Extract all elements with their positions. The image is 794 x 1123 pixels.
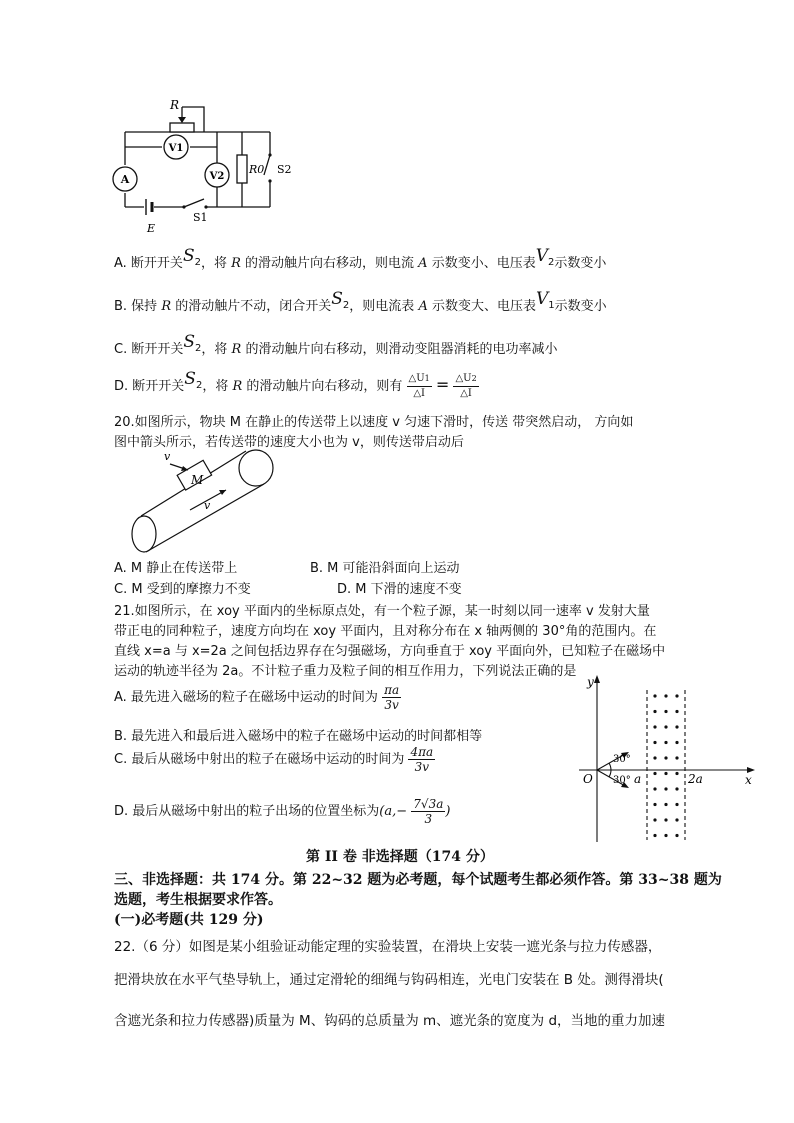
q19-option-d[interactable]: D. 断开开关S2，将 R 的滑动触片向右移动，则有 $\frac{\triangle U1}{\triangle I}$ = $\frac{\triangle U2}{\triangle I}$	[114, 369, 477, 399]
q21-stem-line1: 21.如图所示，在 xoy 平面内的坐标原点处，有一个粒子源，某一时刻以同一速率 v 发射大量	[114, 604, 650, 619]
field-dot	[664, 803, 667, 806]
q21-stem-line4: 运动的轨迹半径为 2a。不计粒子重力及粒子间的相互作用力，下列说法正确的是	[114, 664, 577, 679]
field-dot	[653, 710, 656, 713]
section3-line1: 三、非选择题：共 174 分。第 22~32 题为必考题，每个试题考生都必须作答。第 33~38 题为	[114, 872, 722, 888]
delta-u1-over-delta-i: $\frac{\triangle U1}{\triangle I}$	[408, 373, 430, 399]
field-dot	[675, 756, 678, 759]
required-questions-heading: (一)必考题(共 129 分)	[114, 912, 264, 928]
block-velocity-label: v	[164, 450, 171, 463]
r0-label: R0	[249, 163, 265, 176]
q21-option-a[interactable]: A. 最先进入磁场的粒子在磁场中运动的时间为 $\frac{\pi a}{3v}$	[114, 683, 400, 712]
field-dot	[653, 803, 656, 806]
s2-label: S2	[277, 163, 292, 176]
q20-stem-line2: 图中箭头所示，若传送带的速度大小也为 v，则传送带启动后	[114, 435, 464, 450]
y-axis-label: y	[587, 675, 594, 689]
conveyor-belt-figure	[128, 448, 288, 558]
q19-option-a[interactable]: A. 断开开关S2，将 R 的滑动触片向右移动，则电流 A 示数变小、电压表V2示数变小	[114, 246, 607, 271]
x-axis-label: x	[745, 773, 752, 787]
field-dot	[675, 772, 678, 775]
pi-a-over-3v: $\frac{\pi a}{3v}$	[384, 683, 400, 712]
field-dot	[653, 741, 656, 744]
four-pi-a-over-3v: $\frac{4\pi a}{3v}$	[410, 745, 434, 774]
q20-option-a[interactable]: A. M 静止在传送带上	[114, 561, 238, 576]
field-dot	[664, 787, 667, 790]
field-dot	[664, 741, 667, 744]
field-dots	[653, 694, 678, 837]
field-dot	[675, 834, 678, 837]
field-dot	[653, 725, 656, 728]
field-dot	[675, 710, 678, 713]
field-dot	[675, 787, 678, 790]
emf-label: E	[147, 222, 156, 235]
field-dot	[664, 772, 667, 775]
delta-u2-over-delta-i: $\frac{\triangle U2}{\triangle I}$	[455, 373, 477, 399]
block-m-label: M	[191, 473, 204, 487]
q20-stem-line1: 20.如图所示，物块 M 在静止的传送带上以速度 v 匀速下滑时，传送 带突然启动， 方向如	[114, 415, 634, 430]
q20-option-c[interactable]: C. M 受到的摩擦力不变	[114, 582, 251, 597]
field-dot	[653, 834, 656, 837]
field-dot	[675, 803, 678, 806]
part2-title: 第 II 卷 非选择题（174 分）	[306, 849, 494, 865]
field-dot	[664, 756, 667, 759]
field-dot	[675, 818, 678, 821]
q19-option-b[interactable]: B. 保持 R 的滑动触片不动，闭合开关S2，则电流表 A 示数变大、电压表V1示数变小	[114, 289, 607, 314]
field-dot	[664, 834, 667, 837]
v2-meter-label: V2	[209, 171, 225, 182]
circuit-diagram	[100, 95, 290, 240]
field-dot	[653, 787, 656, 790]
q21-option-d[interactable]: D. 最后从磁场中射出的粒子出场的位置坐标为(a,− $\frac{7√3a}{3}$ )	[114, 797, 451, 826]
field-dot	[675, 694, 678, 697]
field-dot	[653, 818, 656, 821]
field-dot	[675, 741, 678, 744]
rheostat-label: R	[170, 98, 180, 112]
field-dot	[675, 725, 678, 728]
q22-line2: 把滑块放在水平气垫导轨上，通过定滑轮的细绳与钩码相连，光电门安装在 B 处。测得滑块(	[114, 972, 664, 988]
q20-option-d[interactable]: D. M 下滑的速度不变	[337, 582, 462, 597]
field-dot	[664, 694, 667, 697]
belt-velocity-label: v	[204, 499, 211, 512]
ammeter-label: A	[120, 173, 130, 186]
x-equals-a-label: a	[634, 772, 642, 786]
q21-option-b[interactable]: B. 最先进入和最后进入磁场中的粒子在磁场中运动的时间都相等	[114, 729, 483, 744]
section3-line2: 选题，考生根据要求作答。	[114, 892, 282, 908]
q21-option-c[interactable]: C. 最后从磁场中射出的粒子在磁场中运动的时间为 $\frac{4\pi a}{3v}$	[114, 745, 434, 774]
q22-line3: 含遮光条和拉力传感器)质量为 M、钩码的总质量为 m、遮光条的宽度为 d，当地的重力加速	[114, 1013, 666, 1029]
q19-option-c[interactable]: C. 断开开关S2，将 R 的滑动触片向右移动，则滑动变阻器消耗的电功率减小	[114, 332, 558, 357]
q21-stem-line3: 直线 x=a 与 x=2a 之间包括边界存在匀强磁场，方向垂直于 xoy 平面向外，已知粒子在磁场中	[114, 644, 666, 659]
field-dot	[664, 725, 667, 728]
field-dot	[664, 710, 667, 713]
x-equals-2a-label: 2a	[688, 772, 703, 786]
upper-angle-label: 30°	[613, 754, 631, 765]
origin-label: O	[583, 772, 593, 786]
lower-angle-label: 30°	[613, 775, 631, 786]
field-dot	[664, 818, 667, 821]
q20-option-b[interactable]: B. M 可能沿斜面向上运动	[310, 561, 460, 576]
s1-label: S1	[193, 211, 208, 224]
q21-stem-line2: 带正电的同种粒子，速度方向均在 xoy 平面内，且对称分布在 x 轴两侧的 30°角的范围内。在	[114, 624, 657, 639]
field-dot	[653, 694, 656, 697]
v1-meter-label: V1	[168, 143, 184, 154]
field-dot	[653, 756, 656, 759]
magnetic-field-figure	[575, 672, 760, 844]
q22-line1: 22.（6 分）如图是某小组验证动能定理的实验装置，在滑块上安装一遮光条与拉力传感器，	[114, 939, 662, 955]
field-dot	[653, 772, 656, 775]
seven-root3-a-over-3: $\frac{7√3a}{3}$	[413, 797, 444, 826]
